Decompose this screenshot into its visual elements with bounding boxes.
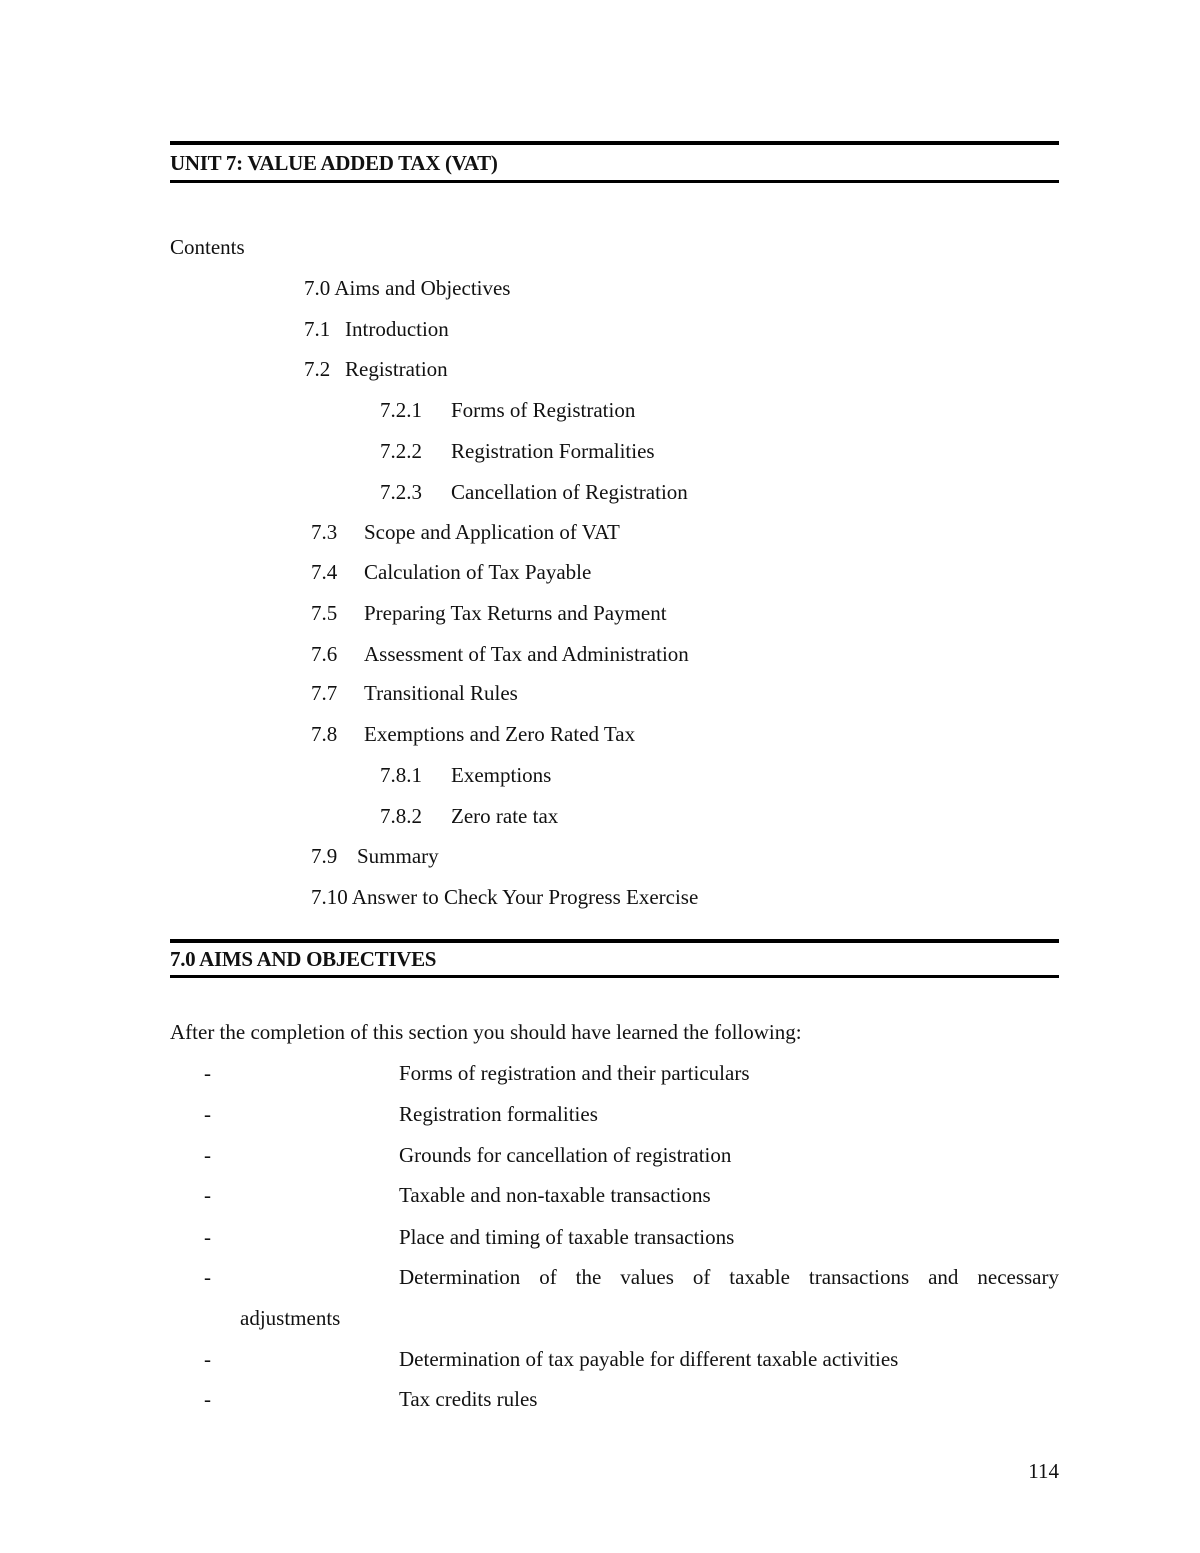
- toc-title: Exemptions: [451, 763, 552, 787]
- toc-title: Transitional Rules: [364, 681, 518, 705]
- toc-number: 7.0: [304, 276, 331, 300]
- toc-title: Answer to Check Your Progress Exercise: [351, 885, 699, 909]
- toc-number: 7.2.2: [380, 439, 422, 463]
- toc-item: [304, 316, 449, 342]
- bullet-dash: -: [204, 1387, 211, 1411]
- section-heading-block: [170, 939, 1059, 978]
- objective-text: Tax credits rules: [399, 1387, 538, 1411]
- toc-item: [311, 721, 635, 747]
- toc-title: Introduction: [345, 317, 449, 341]
- unit-title: UNIT 7: VALUE ADDED TAX (VAT): [170, 151, 498, 175]
- objective-text: Determination of tax payable for different taxable activities: [399, 1347, 899, 1371]
- toc-item: [311, 680, 518, 706]
- section-top-rule: [170, 939, 1059, 943]
- objective-continuation: adjustments: [240, 1306, 341, 1330]
- toc-title: Registration Formalities: [451, 439, 655, 463]
- toc-item: [311, 559, 591, 585]
- bullet-dash: -: [204, 1225, 211, 1249]
- toc-number: 7.10: [311, 885, 348, 909]
- toc-item: [311, 884, 698, 910]
- toc-item: [304, 356, 448, 382]
- toc-title: Registration: [345, 357, 448, 381]
- bullet-dash: -: [204, 1183, 211, 1207]
- toc-number: 7.2: [304, 357, 331, 381]
- section-bottom-rule: [170, 975, 1059, 978]
- toc-number: 7.8: [311, 722, 338, 746]
- objective-text: Grounds for cancellation of registration: [399, 1143, 732, 1167]
- toc-title: Preparing Tax Returns and Payment: [364, 601, 667, 625]
- toc-number: 7.5: [311, 601, 338, 625]
- toc-item: [380, 397, 635, 423]
- toc-title: Aims and Objectives: [334, 276, 511, 300]
- toc-title: Summary: [357, 844, 439, 868]
- bullet-dash: -: [204, 1061, 211, 1085]
- toc-item: [311, 519, 620, 545]
- toc-number: 7.1: [304, 317, 331, 341]
- toc-item: [380, 803, 558, 829]
- toc-title: Forms of Registration: [451, 398, 636, 422]
- toc-number: 7.2.3: [380, 480, 422, 504]
- contents-label: Contents: [170, 235, 245, 259]
- objective-text: Forms of registration and their particulars: [399, 1061, 750, 1085]
- toc-number: 7.3: [311, 520, 338, 544]
- toc-number: 7.2.1: [380, 398, 422, 422]
- toc-item: [380, 438, 655, 464]
- bullet-dash: -: [204, 1102, 211, 1126]
- toc-item: [311, 641, 689, 667]
- toc-title: Zero rate tax: [451, 804, 559, 828]
- toc-title: Exemptions and Zero Rated Tax: [364, 722, 636, 746]
- toc-item: [304, 275, 510, 301]
- bullet-dash: -: [204, 1347, 211, 1371]
- section-title: 7.0 AIMS AND OBJECTIVES: [170, 947, 437, 971]
- heading-top-rule: [170, 141, 1059, 145]
- toc-item: [380, 479, 688, 505]
- objective-text: Registration formalities: [399, 1102, 598, 1126]
- toc-title: Cancellation of Registration: [451, 480, 688, 504]
- page-number: 114: [1028, 1459, 1059, 1483]
- toc-number: 7.8.1: [380, 763, 422, 787]
- toc-number: 7.4: [311, 560, 338, 584]
- bullet-dash: -: [204, 1143, 211, 1167]
- heading-bottom-rule: [170, 180, 1059, 183]
- bullet-dash: -: [204, 1265, 211, 1289]
- objective-text: Place and timing of taxable transactions: [399, 1225, 735, 1249]
- toc-title: Assessment of Tax and Administration: [364, 642, 689, 666]
- objective-text: Determination of the values of taxable transactions and necessary: [399, 1265, 1059, 1289]
- toc-number: 7.9: [311, 844, 338, 868]
- objective-text: Taxable and non-taxable transactions: [399, 1183, 711, 1207]
- toc-item: [380, 762, 551, 788]
- toc-title: Scope and Application of VAT: [364, 520, 620, 544]
- intro-paragraph: After the completion of this section you should have learned the following:: [170, 1020, 802, 1044]
- toc-title: Calculation of Tax Payable: [364, 560, 592, 584]
- toc-number: 7.7: [311, 681, 338, 705]
- toc-item: [311, 843, 439, 869]
- toc-number: 7.6: [311, 642, 338, 666]
- toc-item: [311, 600, 667, 626]
- unit-heading-block: [170, 141, 1059, 183]
- toc-number: 7.8.2: [380, 804, 422, 828]
